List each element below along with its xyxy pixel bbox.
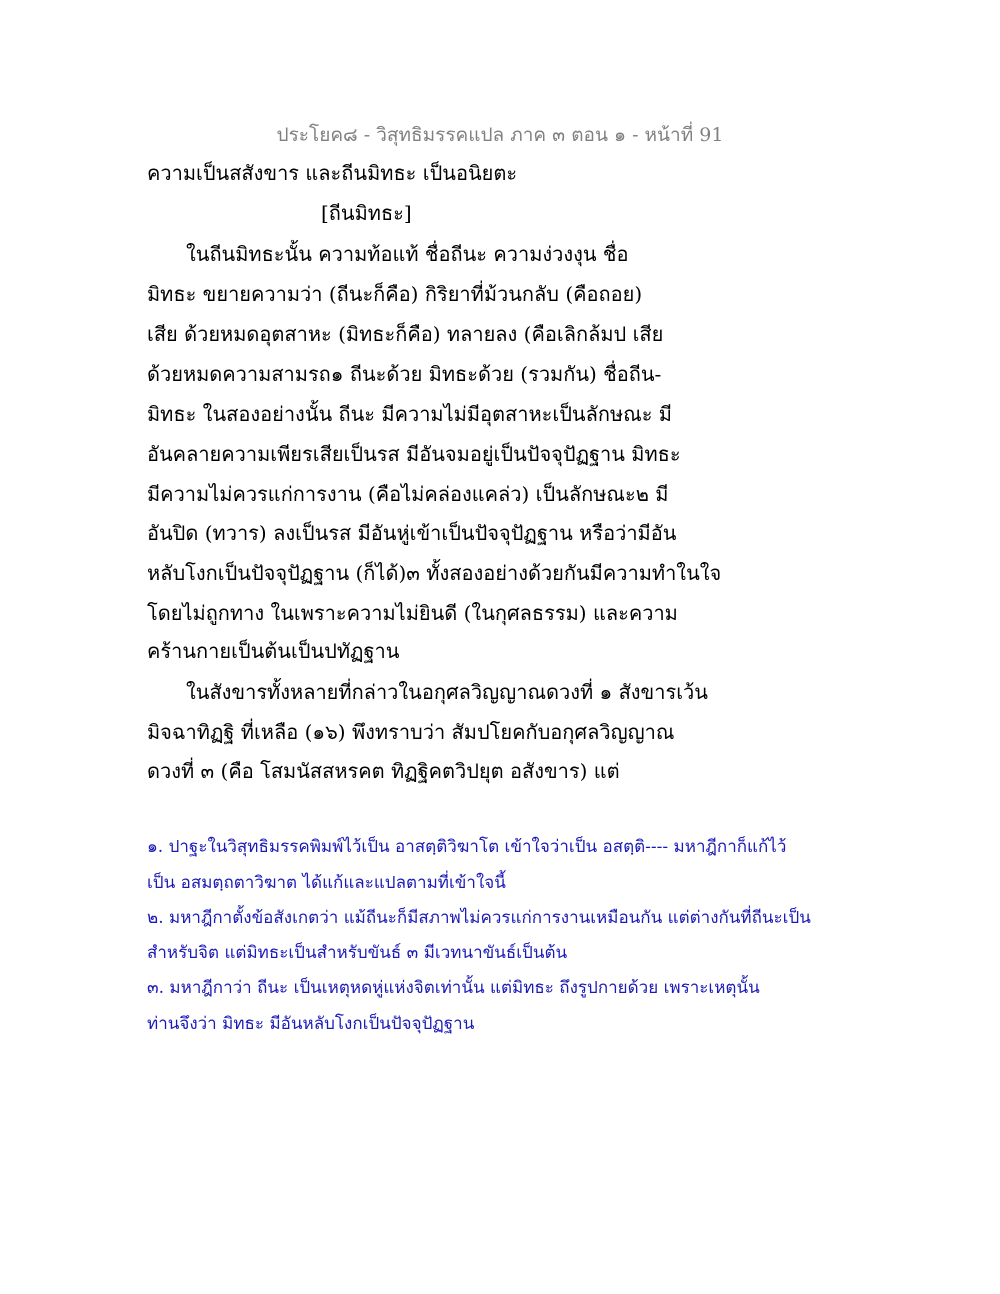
footnote-2: ๒. มหาฎีกาตั้งข้อสังเกตว่า แม้ถีนะก็มีสภาพไม่ควรแก่การงานเหมือนกัน แต่ต่างกันที่ถีนะเป็น	[147, 908, 811, 928]
footnote-3-continued: ท่านจึงว่า มิทธะ มีอันหลับโงกเป็นปัจจุปัฏฐาน	[147, 1014, 475, 1034]
section-heading: [ถีนมิทธะ]	[321, 201, 412, 225]
body-line: ดวงที่ ๓ (คือ โสมนัสสหรคต ทิฏฐิคตวิปยุต อสังขาร) แต่	[147, 759, 620, 783]
footnote-2-continued: สำหรับจิต แต่มิทธะเป็นสำหรับขันธ์ ๓ มีเวทนาขันธ์เป็นต้น	[147, 943, 568, 963]
body-line: มิจฉาทิฏฐิ ที่เหลือ (๑๖) พึงทราบว่า สัมปโยคกับอกุศลวิญญาณ	[147, 720, 675, 744]
footnote-1-continued: เป็น อสมตฺถตาวิฆาต ได้แก้และแปลตามที่เข้าใจนี้	[147, 873, 506, 893]
body-line: ความเป็นสสังขาร และถีนมิทธะ เป็นอนิยตะ	[147, 161, 518, 185]
body-line: ในสังขารทั้งหลายที่กล่าวในอกุศลวิญญาณดวงที่ ๑ สังขารเว้น	[186, 680, 708, 704]
body-line: อันคลายความเพียรเสียเป็นรส มีอันจมอยู่เป็นปัจจุปัฏฐาน มิทธะ	[147, 442, 681, 466]
body-line: ในถีนมิทธะนั้น ความท้อแท้ ชื่อถีนะ ความง่วงงุน ชื่อ	[186, 242, 629, 266]
page-header: ประโยค๘ - วิสุทธิมรรคแปล ภาค ๓ ตอน ๑ - หน้าที่ 91	[276, 124, 724, 146]
footnote-1: ๑. ปาฐะในวิสุทธิมรรคพิมพ์ไว้เป็น อาสตฺติวิฆาโต เข้าใจว่าเป็น อสตฺติ---- มหาฎีกาก็แก้ไว้	[147, 837, 787, 857]
body-line: เสีย ด้วยหมดอุตสาหะ (มิทธะก็คือ) ทลายลง (คือเลิกล้มป เสีย	[147, 322, 664, 346]
body-line: หลับโงกเป็นปัจจุปัฏฐาน (ก็ได้)๓ ทั้งสองอย่างด้วยกันมีความทำในใจ	[147, 561, 722, 585]
body-line: โดยไม่ถูกทาง ในเพราะความไม่ยินดี (ในกุศลธรรม) และความ	[147, 601, 678, 625]
footnote-3: ๓. มหาฎีกาว่า ถีนะ เป็นเหตุหดหู่แห่งจิตเท่านั้น แต่มิทธะ ถึงรูปกายด้วย เพราะเหตุนั้น	[147, 978, 760, 998]
body-line: อันปิด (ทวาร) ลงเป็นรส มีอันหู่เข้าเป็นปัจจุปัฏฐาน หรือว่ามีอัน	[147, 521, 677, 545]
body-line: มีความไม่ควรแก่การงาน (คือไม่คล่องแคล่ว) เป็นลักษณะ๒ มี	[147, 482, 669, 506]
body-line: คร้านกายเป็นต้นเป็นปทัฏฐาน	[147, 639, 400, 663]
body-line: ด้วยหมดความสามรถ๑ ถีนะด้วย มิทธะด้วย (รวมกัน) ชื่อถีน-	[147, 362, 662, 386]
body-line: มิทธะ ขยายความว่า (ถีนะก็คือ) กิริยาที่ม้วนกลับ (คือถอย)	[147, 282, 643, 306]
body-line: มิทธะ ในสองอย่างนั้น ถีนะ มีความไม่มีอุตสาหะเป็นลักษณะ มี	[147, 402, 672, 426]
